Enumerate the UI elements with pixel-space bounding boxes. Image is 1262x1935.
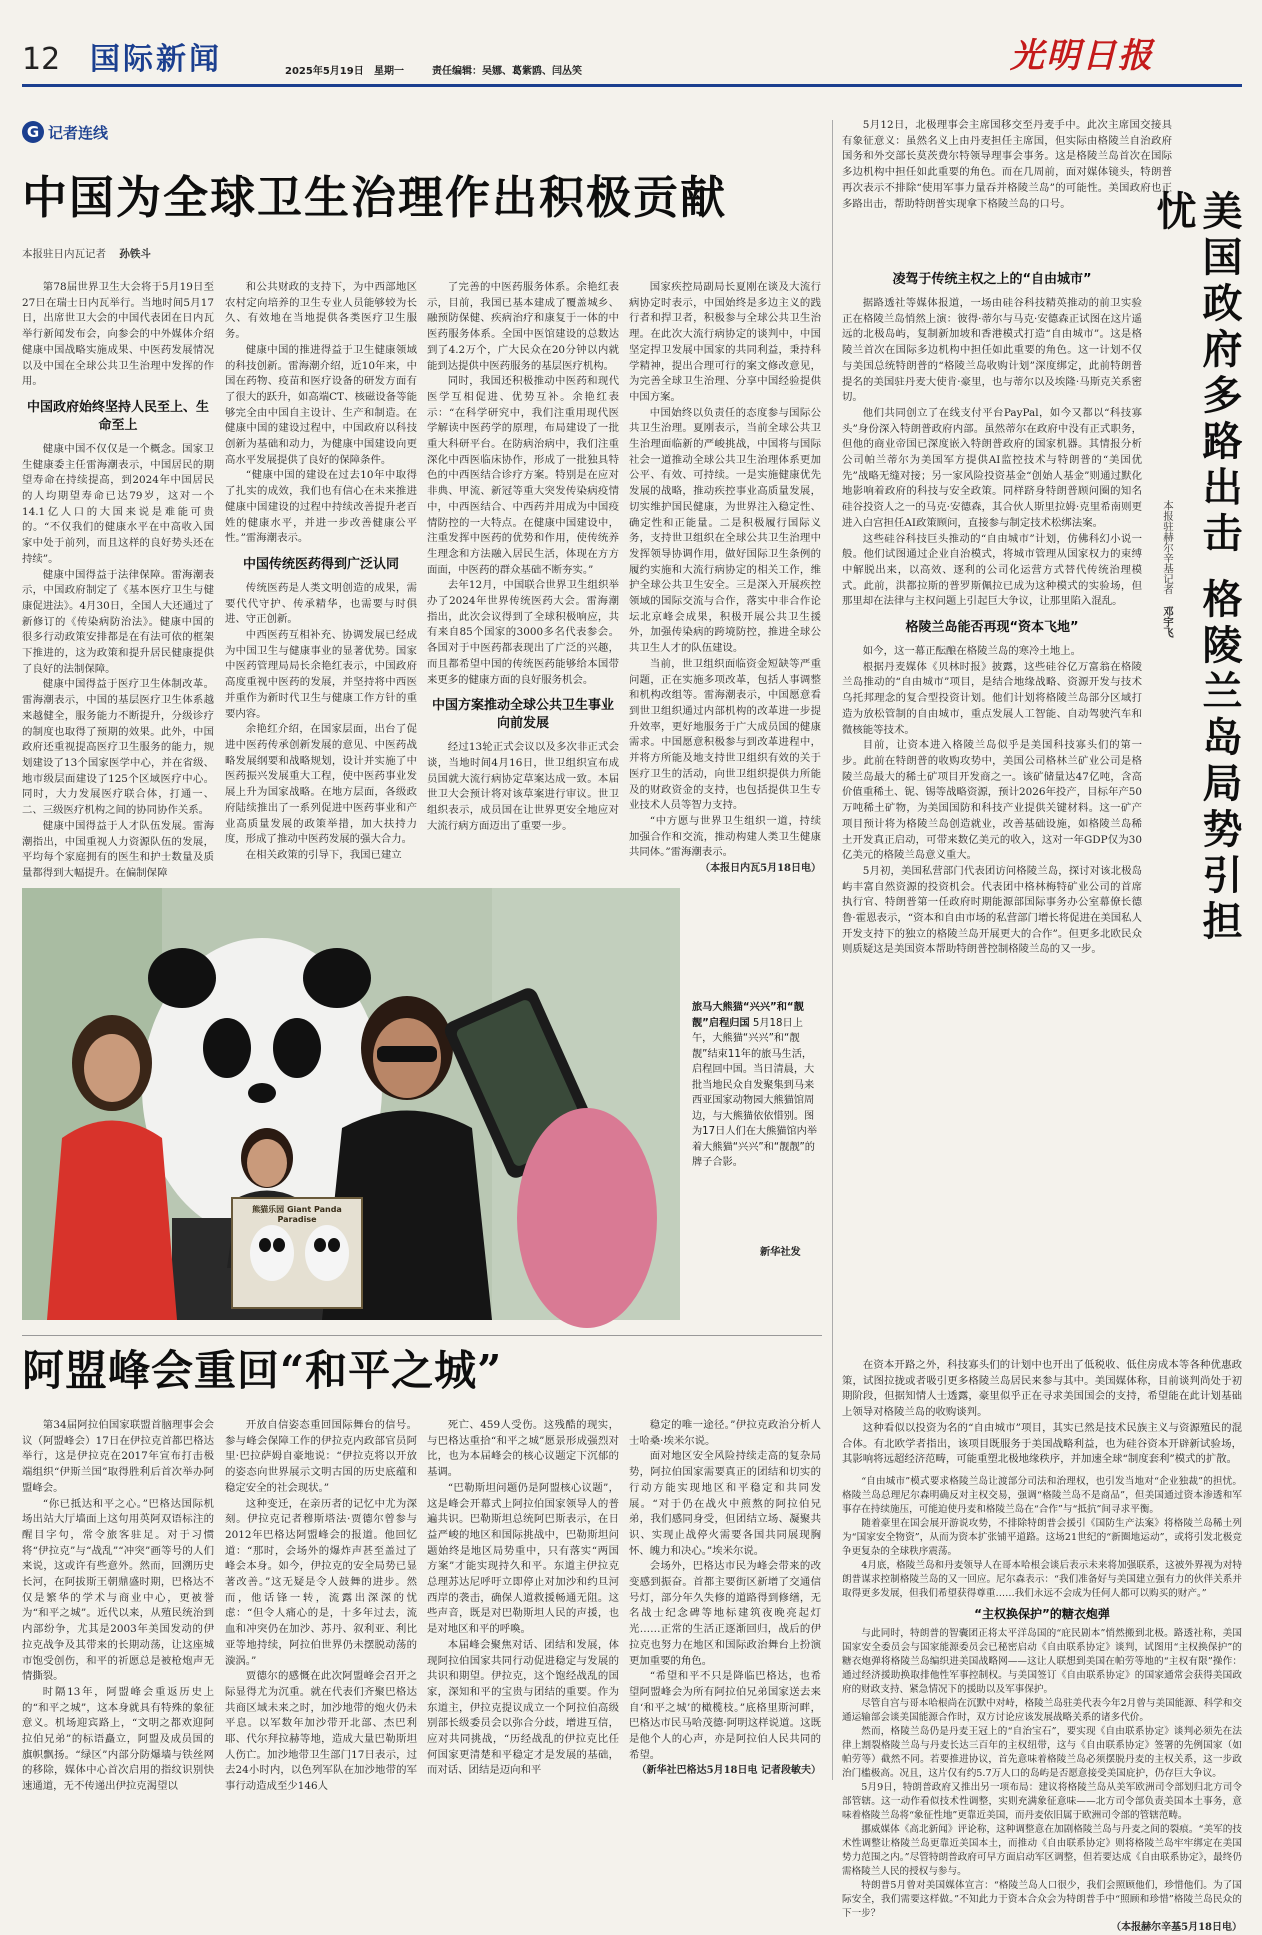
subheading: 中国政府始终坚持人民至上、生命至上 xyxy=(26,399,209,433)
page-header xyxy=(0,0,1262,92)
paragraph: 经过13轮正式会议以及多次非正式会谈，当地时间4月16日，世卫组织宣布成员国就大流行病协定草案达成一致。本届世卫大会预计将对该草案进行审议。世卫组织表示，成员国在让世界更安全地应对大流行病方面迈出了重要一步。 xyxy=(427,741,619,832)
article1-byline xyxy=(22,246,151,261)
photo-illustration xyxy=(22,888,680,1320)
issue-weekday: 星期一 xyxy=(374,66,404,77)
paragraph: 5月9日，特朗普政府又推出另一项布局：建议将格陵兰岛从美军欧洲司令部划归北方司令部管辖。这一动作看似技术性调整，实则充满象征意味——北方司令部负责美国本土事务，意味着格陵兰岛将“象征性地”更靠近美国，而丹麦依旧属于欧洲司令部的管辖范畴。 xyxy=(842,1782,1242,1821)
article3-col-a xyxy=(842,262,1142,1352)
byline-prefix: 本报驻赫尔辛基记者 xyxy=(1162,500,1174,595)
paragraph: “自由城市”模式要求格陵兰岛让渡部分司法和治理权，也引发当地对“企业独裁”的担忧。格陵兰岛总理尼尔森明确反对主权交易，强调“格陵兰岛不是商品”，但美国通过资本渗透和军事存在持续施压，可能迫使丹麦和格陵兰岛在“合作”与“抵抗”间寻求平衡。 xyxy=(842,1476,1242,1515)
paragraph: “巴勒斯坦问题仍是阿盟核心议题”，这是峰会开幕式上阿拉伯国家领导人的普遍共识。巴勒斯坦总统阿巴斯表示，在日益严峻的地区和国际挑战中，巴勒斯坦问题始终是地区局势重中，只有落实“两国方案”才能实现持久和平。东道主伊拉克总理苏达尼呼吁立即停止对加沙和约旦河西岸的袭击，确保人道救援畅通无阻。这些声音，既是对巴勒斯坦人民的声援，也是对地区和平的呼喚。 xyxy=(427,1481,619,1636)
caption-body: 5月18日上午，大熊猫“兴兴”和“靓靓”结束11年的旅马生活，启程回中国。当日清晨，大批当地民众自发聚集到马来西亚国家动物园大熊猫馆周边，与大熊猫依依惜别。图为17日人们在大熊猫馆内举着大熊猫“兴兴”和“靓靓”的牌子合影。 xyxy=(692,1017,818,1168)
paragraph: 然而，格陵兰岛仍是丹麦王冠上的“自治宝石”，要实现《自由联系协定》谈判必须先在法律上割裂格陵兰岛与丹麦长达三百年的主权纽带，这与《自由联系协定》签署的先例国家（如帕劳等）截然不同。若要推进协议，首先意味着格陵兰岛必须摆脱丹麦的主权关系，这一步政治门槛极高。况且，这片仅有约5.7万人口的岛屿是否愿意接受美国庇护，仍存巨大争议。 xyxy=(842,1726,1242,1779)
paragraph: 和公共财政的支持下，为中西部地区农村定向培养的卫生专业人员能够较为长久、有效地在当地提供各类医疗卫生服务。 xyxy=(225,281,417,341)
paragraph: 国家疾控局副局长夏刚在谈及大流行病协定时表示，中国始终是多边主义的践行者和捍卫者，积极参与全球公共卫生治理。在此次大流行病协定的谈判中，中国坚定捍卫发展中国家的共同利益，秉持科学精神，提出合理可行的案文修改意见，为完善全球卫生治理、分享中国经验提供中国方案。 xyxy=(629,281,821,403)
dateline: （本报赫尔辛基5月18日电） xyxy=(1111,1922,1242,1933)
section-title: 国际新闻 xyxy=(90,42,222,77)
paragraph: 健康中国得益于医疗卫生体制改革。雷海潮表示，中国的基层医疗卫生体系越来越健全，服务能力不断提升，分级诊疗的制度也取得了预期的效果。此外，中国政府还重视提高医疗卫生服务的能力，规划建设了13个国家医学中心，并在省级、地市级层面建设了125个区域医疗中心。同时，大力发展医疗联合体，打通一、二、三级医疗机构之间的协同协作关系。 xyxy=(22,678,214,817)
article3-intro xyxy=(842,118,1172,258)
paragraph: 他们共同创立了在线支付平台PayPal，如今又都以“科技寡头”身份深入特朗普政府内部。虽然蒂尔在政府中没有正式职务，但他的商业帝国已深度嵌入特朗普政府的国家机器。其情报分析公司帕兰蒂尔为美国军方提供AI监控技术与特朗普的“美国优先”战略无缝对接；另一家风险投资基金“创始人基金”则通过默化地影响着政府的科技与安全政策。同样跻身特朗普顾问圈的知名硅谷投资人之一的马克·安德森，其合伙人斯里拉姆·克里希南则更进入白宫担任AI政策顾问，直接参与制定技术松绑法案。 xyxy=(842,406,1142,529)
subheading: 凌驾于传统主权之上的“自由城市” xyxy=(892,272,1092,287)
editors: 责任编辑：吴娜、葛紫鸥、闫丛笑 xyxy=(432,66,582,77)
column-tag xyxy=(22,120,172,144)
paragraph: 面对地区安全风险持续走高的复杂局势，阿拉伯国家需要真正的团结和切实的行动方能实现地区和平稳定和共同发展。“对于仍在战火中煎熬的阿拉伯兄弟，我们感同身受，但团结立场、凝聚共识、实现止战停火需要各国共同展现胸怀、魄力和决心。”埃米尔说。 xyxy=(629,1450,821,1557)
paragraph: 在相关政策的引导下，我国已建立 xyxy=(245,848,402,861)
paragraph: 贾德尔的感慨在此次阿盟峰会召开之际显得尤为沉重。就在代表们齐聚巴格达共商区域未来之时，加沙地带的炮火仍未平息。以军数年加沙带开北部、杰巴利耶、代尔拜拉赫等地，造成大量巴勒斯坦人伤亡。加沙地带卫生部门17日表示，过去24小时内，以色列军队在加沙地带的军事行动造成至少146人 xyxy=(225,1670,417,1793)
paragraph: 本届峰会聚焦对话、团结和发展，体现阿拉伯国家共同行动促进稳定与发展的共识和期望。伊拉克，这个饱经战乱的国家，深知和平的宝贵与团结的重要。作为东道主，伊拉克提议成立一个阿拉伯高级别部长级委员会以弥合分歧，增进互信，应对共同挑战，“历经战乱的伊拉克比任何国家更清楚和平稳定才是发展的基础，而对话、团结是迈向和平 xyxy=(427,1638,619,1777)
paragraph: 与此同时，特朗普的智囊团正将太平洋岛国的“庇民剧本”悄然搬到北极。路透社称，美国国家安全委员会与国家能源委员会已秘密启动《自由联系协定》谈判，试图用“主权换保护”的糖衣炮弹将格陵兰岛编织进美国战略网——这让人联想到美国在帕劳等地的“主权有限”操作：通过经济援助换取排他性军事控制权。与美国签订《自由联系协定》的国家通常会获得美国政府的财政支持、紧急情况下的援助以及军事保护。 xyxy=(842,1628,1242,1695)
article2-headline: 阿盟峰会重回“和平之城” xyxy=(22,1346,503,1395)
panda-sign-label: 熊猫乐园 Giant Panda Paradise xyxy=(252,1205,342,1224)
dateline: （本报日内瓦5月18日电） xyxy=(700,863,821,875)
byline-prefix: 本报驻日内瓦记者 xyxy=(22,248,106,260)
article2-top-rule xyxy=(22,1335,822,1336)
paragraph: 了完善的中医药服务体系。余艳红表示，目前，我国已基本建成了覆盖城乡、融预防保健、疾病治疗和康复于一体的中医药服务体系。全国中医馆建设的总数达到了4.2万个，广大民众在20分钟以内就能到达提供中医药服务的基层医疗机构。 xyxy=(427,281,619,372)
subheading: 中国传统医药得到广泛认同 xyxy=(242,556,399,572)
page-number: 12 xyxy=(22,42,61,77)
paragraph: “你已抵达和平之心。”巴格达国际机场出站大厅墙面上这句用英阿双语标注的醒目字句，常令旅客驻足。对于习惯将“伊拉克”与“战乱”“冲突”画等号的人们来说，这或许有些意外。然而，回溯历史长河，在阿拔斯王朝鼎盛时期，巴格达不仅是繁华的学术与商业中心，更被誉为“和平之城”。近代以来，从殖民统治到内部纷争，尤其是2003年美国发动的伊拉克战争及其带来的长期动荡，让这座城市饱受创伤，和平的祈愿总是被枪炮声无情撕裂。 xyxy=(22,1497,214,1683)
newspaper-logo: 光明日报 xyxy=(1010,36,1154,76)
paragraph: 第34届阿拉伯国家联盟首脑理事会会议（阿盟峰会）17日在伊拉克首都巴格达举行，这是伊拉克在2017年宣布打击极端组织“伊斯兰国”取得胜利后首次举办阿盟峰会。 xyxy=(22,1419,214,1494)
paragraph: 健康中国得益于人才队伍发展。雷海潮指出，中国重视人力资源队伍的发展，平均每个家庭拥有的医生和护士数量及质量都得到大幅提升。在偏制保障 xyxy=(22,819,214,879)
paragraph: 当前，世卫组织面临资金短缺等严重问题，正在实施多项改革，包括人事调整和机构改组等。雷海潮表示，中国愿意看到世卫组织通过内部机构的改革进一步提升效率，更好地服务于广大成员国的健康需求。中国愿意积极参与到改革进程中，并将方所能及地支持世卫组织有效的关于医疗卫生的活动，向世卫组织提供力所能及的财政资金的支持，也包括提供卫生专业技术人员等智力支持。 xyxy=(629,657,821,812)
article2-col1 xyxy=(22,1418,214,1793)
paragraph: 根据丹麦媒体《贝林时报》披露，这些硅谷亿万富翁在格陵兰岛推动的“自由城市”项目，是结合地缘战略、资源开发与技术乌托邦理念的复合型投资计划。他们计划将格陵兰岛部分区域打造为放松管制的自由城市，重点发展人工智能、自动驾驶汽车和微核能等技术。 xyxy=(842,660,1142,736)
article2-col4 xyxy=(629,1418,821,1780)
paragraph: 5月12日，北极理事会主席国移交至丹麦手中。此次主席国交接具有象征意义：虽然名义上由丹麦担任主席国，但实际由格陵兰自治政府国务和外交部长莫茨费尔特领导理事会事务。这是格陵兰岛首次在国际多边机构中担任如此重要的角色。而在几周前，面对媒体镜头，特朗普再次表示不排除“使用军事力量吞并格陵兰岛”的可能性。美国政府也正多路出击，帮助特朗普实现拿下格陵兰岛的口号。 xyxy=(842,119,1172,210)
paragraph: 在资本开路之外，科技寡头们的计划中也开出了低税收、低住房成本等各种优惠政策，试图拉拢或者吸引更多格陵兰岛居民来参与其中。美国媒体称，目前谈判尚处于初期阶段，但据知情人士透露，豪里似乎正在寻求美国国会的支持，希望能在此计划基础上领导对格陵兰岛的收购谈判。 xyxy=(842,1359,1242,1419)
paragraph: 随着豪里在国会展开游说攻势，不排除特朗普会援引《国防生产法案》将格陵兰岛稀土列为“国家安全物资”，从而为资本扩张铺平道路。这场21世纪的“新圈地运动”，或将引发北极竞争更复杂的全球秩序震荡。 xyxy=(842,1518,1242,1557)
article3-byline xyxy=(1150,500,1176,800)
subheading: “主权换保护”的糖衣炮弹 xyxy=(974,1607,1110,1621)
paragraph: 稳定的唯一途径。”伊拉克政治分析人士哈桑·埃米尔说。 xyxy=(629,1419,821,1447)
article3-col-b xyxy=(842,1358,1242,1468)
paragraph: “中方愿与世界卫生组织一道，持续加强合作和交流，推动构建人类卫生健康共同体。”雷海潮表示。 xyxy=(629,814,821,859)
paragraph: 这种看似以投资为名的“自由城市”项目，其实已然是技术民族主义与资源殖民的混合体。有北欧学者指出，该项目既服务于美国战略利益，也为硅谷资本开辟新试验场，其影响将远超经济范畴，可能重塑北极地缘秩序，并加速全球“制度套利”模式的扩散。 xyxy=(842,1421,1242,1466)
paragraph: 挪威媒体《高北新闻》评论称，这种调整意在加剧格陵兰岛与丹麦之间的裂痕。“美军的技术性调整让格陵兰岛更靠近美国本土，而推动《自由联系协定》则将格陵兰岛牢牢绑定在美国势力范围之内。”尽管特朗普政府可早方面启动军区调整，但若要达成《自由联系协定》，最终仍需格陵兰人民的授权与参与。 xyxy=(842,1824,1242,1877)
paragraph: 开放自信姿态重回国际舞台的信号。参与峰会保障工作的伊拉克内政部官员阿里·巴拉萨姆自豪地说：“伊拉克将以开放的姿态向世界展示文明古国的历史底蕴和稳定安全的社会现状。” xyxy=(225,1419,417,1494)
paragraph: 余艳红介绍，在国家层面，出台了促进中医药传承创新发展的意见、中医药战略发展纲要和战略规划，设计并实施了中医药振兴发展重大工程，使中医药事业发展上升为国家战略。在地方层面，各级政府陆续推出了一系列促进中医药事业和产业高质量发展的政策举措，加大扶持力度，形成了推动中医药发展的强大合力。 xyxy=(225,723,417,846)
paragraph: 特朗普5月曾对美国媒体宣言：“格陵兰岛人口很少，我们会照顾他们，珍惜他们。为了国际安全，我们需要这样做。”不知此力于资本合众会为特朗普手中“照顾和珍惜”格陵兰岛民众的下一步？ xyxy=(842,1880,1242,1919)
paragraph: 会场外，巴格达市民为峰会带来的改变感到振奋。首都主要街区新增了交通信号灯，部分年久失修的道路得到修缮，无名战士纪念碑等地标建筑夜晚亮起灯光……正常的生活正逐渐回归，战后的伊拉克也努力在地区和国际政治舞台上扮演更加重要的角色。 xyxy=(629,1560,821,1667)
paragraph: 5月初，美国私营部门代表团访问格陵兰岛，探讨对该北极岛屿丰富自然资源的投资机会。代表团中格林梅特矿业公司的首席执行官、特朗普第一任政府时期能源部国际事务办公室幕僚长德鲁·霍恩表示，“资本和自由市场的私营部门增长将促进在美国私人开发支持下的独立的格陵兰岛开展更大的合作”。但更多北欧民众则质疑这是美国资本帮助特朗普控制格陵兰岛的又一步。 xyxy=(842,864,1142,956)
column-tag-label: 记者连线 xyxy=(48,123,109,142)
paragraph: 中国始终以负责任的态度参与国际公共卫生治理。夏刚表示，当前全球公共卫生治理面临新的严峻挑战，中国将与国际社会一道推动全球公共卫生治理体系更加公平、有效、可持续。一是实施健康优先发展的战略，推动疾控事业高质量发展，切实维护国民健康，为世界注入稳定性、确定性和正能量。二是积极履行国际义务，支持世卫组织在全球公共卫生治理中发挥领导协调作用，做好国际卫生条例的履约实施和大流行病协定的相关工作，维护全球公共卫生安全。三是深入开展疾控领域的国际交流与合作，落实中非合作论坛北京峰会成果，积极开展公共卫生援外，加强传染病的跨境防控，推进全球公共卫生人才的队伍建设。 xyxy=(629,406,821,655)
article1-headline: 中国为全球卫生治理作出积极贡献 xyxy=(22,171,728,224)
article1-col2 xyxy=(225,280,417,870)
paragraph: 传统医药是人类文明创造的成果，需要代代守护、传承精华，也需要与时俱进、守正创新。 xyxy=(225,581,417,626)
paragraph: 时隔13年，阿盟峰会重返历史上的“和平之城”，这本身就具有特殊的象征意义。机场迎宾路上，“文明之都欢迎阿拉伯兄弟”的标语矗立，阿盟及成员国的旗帜飘扬。“绿区”内部分防爆墙与铁丝网的移除，媒体中心首次启用的指纹识别快速通道，无不传递出伊拉克渴望以 xyxy=(22,1685,214,1793)
paragraph: 目前，让资本进入格陵兰岛似乎是美国科技寡头们的第一步。此前在特朗普的收购攻势中，美国公司格林兰矿业公司是格陵兰岛最大的稀土矿项目开发商之一。该矿储量达47亿吨，含高价值重稀土、铌、锡等战略资源，预计2026年投产，目标年产50万吨稀土矿物，为美国国防和科技产业提供关键材料。这一矿产项目预计将为格陵兰岛创造就业，改善基础设施，如格陵兰岛稀土开发真正启动，可带来数亿美元的收入，这对一年GDP仅为30亿美元的格陵兰岛意义重大。 xyxy=(842,739,1142,862)
paragraph: 尽管自宫与哥本哈根尚在沉默中对峙，格陵兰岛驻美代表今年2月曾与美国能源、科学和交通运输部会谈美国能源合作时，双方讨论应该发展战略关系的诸多代价。 xyxy=(842,1698,1242,1723)
article3-col-c xyxy=(842,1475,1242,1933)
subheading: 中国方案推动全球公共卫生事业向前发展 xyxy=(431,698,614,732)
article1-col3 xyxy=(427,280,619,870)
paragraph: 健康中国得益于法律保障。雷海潮表示，中国政府制定了《基本医疗卫生与健康促进法》。4月30日，全国人大还通过了新修订的《传染病防治法》。健康中国的很多行动政策安排都是在有法可依的框架下推进的，这为政策和提升居民健康提供了良好的法制保障。 xyxy=(22,568,214,675)
caption-title: 旅马大熊猫“兴兴”和“靓靓”启程归国 xyxy=(692,1002,804,1029)
article2-col2 xyxy=(225,1418,417,1793)
article2-col3 xyxy=(427,1418,619,1780)
paragraph: 如今，这一幕正酝酿在格陵兰岛的寒冷土地上。 xyxy=(862,645,1081,658)
paragraph: 第78届世界卫生大会将于5月19日至27日在瑞士日内瓦举行。当地时间5月17日，出席世卫大会的中国代表团在日内瓦举行新闻发布会，向参会的中外媒体介绍健康中国战略实施成果、中医药发展情况以及中国在全球公共卫生治理中发挥的作用。 xyxy=(22,281,214,388)
paragraph: 同时，我国还积极推动中医药和现代医学互相促进、优势互补。余艳红表示：“在科学研究中，我们注重用现代医学解读中医药学的原理，布局建设了一批重大科研平台。在防病治病中，我们注重深化中西医临床协作，形成了一批独具特色的中西医结合诊疗方案。特别是在应对非典、甲流、新冠等重大突发传染病疫情中，中西医结合、中西药并用成为中国疫情防控的一大特点。在健康中国建设中，注重发挥中医药的优势和作用，使传统养生理念和方法融入居民生活，体现在方方面面，中医药的群众基础不断夯实。” xyxy=(427,375,619,576)
paragraph: “希望和平不只是降临巴格达，也希望阿盟峰会为所有阿拉伯兄弟国家送去来自‘和平之城’的橄榄枝。”底格里斯河畔，巴格达市民马哈茂德·阿明这样说道。这既是他个人的心声，亦是阿拉伯人民共同的希望。 xyxy=(629,1670,821,1761)
column-divider xyxy=(832,120,833,1780)
paragraph: 4月底，格陵兰岛和丹麦领导人在哥本哈根会谈后表示未来将加强联系，这被外界视为对特朗普谋求控制格陵兰岛的又一回应。尼尔森表示：“我们准备好与美国建立强有力的伙伴关系并取得更多发展，但我们希望获得尊重……我们永远不会成为任何人都可以购买的财产。” xyxy=(842,1560,1242,1599)
paragraph: 这种变迁，在亲历者的记忆中尤为深刻。伊拉克记者穆斯塔法·贾德尔曾参与2012年巴格达阿盟峰会的报道。他回忆道：“那时，会场外的爆炸声甚至盖过了峰会本身。如今，伊拉克的安全局势已显著改善。”这无疑是令人鼓舞的进步。然而，他话锋一转，流露出深深的忧虑：“但令人痛心的是，十多年过去，流血和冲突仍在加沙、苏丹、叙利亚、利比亚等地持续，阿拉伯世界仍未摆脱动荡的漩涡。” xyxy=(225,1497,417,1667)
photo-credit: 新华社发 xyxy=(760,1247,801,1258)
paragraph: 中西医药互相补充、协调发展已经成为中国卫生与健康事业的显著优势。国家中医药管理局局长余艳红表示，中国政府高度重视中医药的发展，并坚持将中西医并重作为新时代卫生与健康工作方针的重要内容。 xyxy=(225,629,417,720)
g-logo-icon: G xyxy=(22,121,44,143)
dateline: （新华社巴格达5月18日电 记者段敏夫） xyxy=(636,1765,821,1777)
paragraph: 去年12月，中国联合世界卫生组织举办了2024年世界传统医药大会。雷海潮指出，此次会议得到了全球积极响应，共有来自85个国家的3000多名代表参会。各国对于中医药都表现出了广泛的兴趣，而且都希望中国的传统医药能够给本国带来更多的健康方面的良好服务机会。 xyxy=(427,579,619,686)
article3-headline: 美国政府多路出击 格陵兰岛局势引担忧 xyxy=(1150,190,1243,946)
photo-caption xyxy=(692,1000,822,1240)
paragraph: 这些硅谷科技巨头推动的“自由城市”计划，仿佛科幻小说一般。他们试图通过企业自治模式，将城市管理从国家权力的束缚中解脱出来，以高效、逐利的公司化运营方式替代传统治理模式。此前，洪都拉斯的普罗斯佩拉已成为这种模式的实验场，但那里却在法律与主权问题上引起巨大争议，让那里陷入混乱。 xyxy=(842,532,1142,608)
header-rule xyxy=(22,84,1242,87)
paragraph: 健康中国不仅仅是一个概念。国家卫生健康委主任雷海潮表示，中国居民的期望寿命在持续提高，到2024年中国居民的人均期望寿命已达79岁，这对一个14.1亿人口的大国来说是难能可贵的。“不仅我们的健康水平在中高收入国家中处于前列，而且这样的良好势头还在持续”。 xyxy=(22,442,214,565)
issue-date: 2025年5月19日 xyxy=(285,66,364,77)
paragraph: 据路透社等媒体报道，一场由硅谷科技精英推动的前卫实验正在格陵兰岛悄然上演：彼得·蒂尔与马克·安德森正试图在这片遥远的北极岛屿，复制新加坡和香港模式打造“自由城市”。这是格陵兰首次在国际多边机构中担任如此重要的角色。这一计划不仅与美国总统特朗普的“格陵兰岛收购计划”深度绑定，此前特朗普提名的美国驻丹麦大使肯·豪里，也与蒂尔以及埃隆·马斯克关系密切。 xyxy=(842,297,1142,404)
paragraph: 死亡、459人受伤。这残酷的现实，与巴格达重拾“和平之城”愿景形成强烈对比，也为本届峰会的核心议题定下沉郁的基调。 xyxy=(427,1419,619,1479)
byline-name: 邓宇飞 xyxy=(1162,605,1174,638)
article1-col4 xyxy=(629,280,821,875)
byline-name: 孙铁斗 xyxy=(119,248,151,260)
article1-col1 xyxy=(22,280,214,879)
news-photo xyxy=(22,888,680,1320)
paragraph: 健康中国的推进得益于卫生健康领域的科技创新。雷海潮介绍，近10年来，中国在药物、疫苗和医疗设备的研发方面有了很大的跃升，如高端CT、核磁设备等能够完全由中国自主设计、生产和制造。在健康中国的建设过程中，中国政府以科技创新为基础和动力，为健康中国建设向更高水平发展提供了良好的保障条件。 xyxy=(225,343,417,466)
subheading: 格陵兰岛能否再现“资本飞地” xyxy=(905,620,1079,636)
paragraph: “健康中国的建设在过去10年中取得了扎实的成效，我们也有信心在未来推进健康中国建设的过程中持续改善提升老百姓的健康水平，并进一步改善健康公平性。”雷海潮表示。 xyxy=(225,469,417,545)
